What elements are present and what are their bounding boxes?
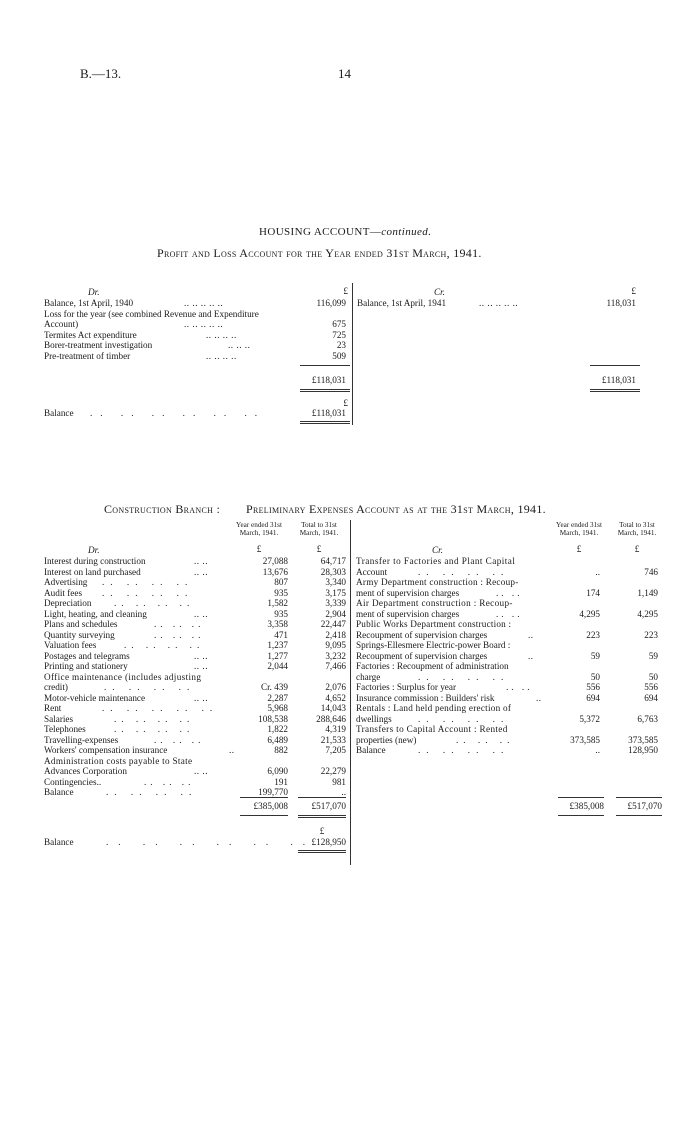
left-total-rule (298, 797, 346, 798)
construction-credit-row (356, 640, 662, 651)
right-total-double-rule (616, 815, 662, 816)
row-label: Termites Act expenditure (44, 329, 137, 340)
housing-right-pound: £ (631, 286, 636, 296)
row-label: Travelling-expenses (44, 734, 119, 745)
row-year: 694 (586, 692, 600, 703)
row-leader: .. .. (194, 566, 208, 577)
row-label: Pre-treatment of timber (44, 350, 131, 361)
row-label: Balance (356, 745, 386, 755)
row-leader: .. .. (194, 661, 208, 671)
construction-debit-row (44, 682, 350, 693)
row-label: Factories : Recoupment of administration (356, 661, 509, 671)
row-total: 21,533 (320, 734, 346, 745)
row-label: Office maintenance (includes adjusting (44, 671, 202, 682)
row-total: 981 (332, 776, 346, 787)
row-total: 22,279 (320, 766, 346, 776)
row-label: Administration costs payable to State (44, 755, 193, 766)
row-leader: .. .. .. (456, 734, 515, 745)
row-label: Telephones (44, 724, 86, 734)
row-year: 556 (586, 682, 600, 692)
construction-debit-row (44, 672, 350, 683)
row-year: 6,090 (267, 766, 288, 776)
left-year-total: £385,008 (253, 801, 288, 811)
construction-debit-row (44, 766, 350, 777)
row-label: Springs-Ellesmere Electric-power Board : (356, 640, 511, 650)
construction-credit-row (356, 724, 662, 735)
row-total: 22,447 (320, 619, 346, 629)
construction-debit-row (44, 619, 350, 630)
row-leader: .. .. (194, 650, 208, 661)
row-year: 1,237 (267, 640, 288, 650)
row-label: Balance (44, 408, 74, 418)
row-leader: .. .. (496, 608, 523, 619)
row-total: 9,095 (325, 640, 346, 650)
construction-balance-row (44, 837, 350, 848)
row-leader: .. .. .. .. .. (102, 703, 219, 713)
housing-account-title (259, 226, 431, 238)
row-year: 13,676 (262, 566, 288, 577)
row-leader: .. .. .. .. (418, 566, 510, 577)
construction-debit-row (44, 567, 350, 578)
row-leader: .. .. .. (228, 340, 251, 350)
construction-credit-row (356, 745, 662, 756)
row-value: 23 (336, 340, 346, 350)
housing-dr-label: Dr. (88, 287, 100, 297)
row-leader: .. .. (506, 682, 533, 692)
row-value: 675 (332, 319, 346, 329)
row-label: dwellings (356, 713, 392, 724)
row-label: Interest on land purchased (44, 566, 141, 577)
housing-debit-row (44, 298, 350, 309)
row-year: 223 (586, 629, 600, 640)
row-label: Postages and telegrams (44, 650, 130, 661)
row-label: Transfers to Capital Account : Rented (356, 724, 508, 734)
row-year: 59 (590, 650, 600, 661)
row-year: 807 (274, 577, 288, 587)
row-total: 2,418 (325, 629, 346, 640)
construction-debit-row (44, 787, 350, 798)
right-year-double-rule (558, 815, 604, 816)
construction-column-divider (350, 520, 351, 865)
row-leader: .. .. (194, 766, 208, 776)
construction-debit-row (44, 640, 350, 651)
construction-credit-row (356, 672, 662, 683)
right-total-rule (616, 797, 662, 798)
housing-left-double-rule (300, 389, 350, 390)
row-leader: .. (528, 629, 534, 640)
left-total-pound: £ (316, 544, 322, 554)
page-number: 14 (338, 66, 351, 81)
balance-rule (298, 850, 346, 851)
row-label: Loss for the year (see combined Revenue and Expenditure (44, 308, 259, 319)
housing-debit-row (44, 330, 350, 341)
preliminary-expenses-title: Preliminary Expenses Account as at the 31st March, 1941. (246, 502, 546, 516)
row-total: 128,950 (628, 745, 658, 755)
row-label: Advertising (44, 577, 88, 587)
row-label: Public Works Department construction : (356, 619, 512, 629)
row-label: Quantity surveying (44, 629, 115, 640)
row-year: 882 (274, 745, 288, 755)
row-leader: .. (536, 692, 542, 703)
left-year-double-rule (240, 815, 288, 816)
row-value: 509 (332, 350, 346, 361)
row-year: .. (595, 566, 600, 577)
row-year: .. (595, 745, 600, 755)
construction-debit-row (44, 577, 350, 588)
construction-debit-row (44, 630, 350, 641)
row-total: 4,652 (325, 692, 346, 703)
row-year: 2,044 (267, 661, 288, 671)
row-label: Insurance commission : Builders' risk (356, 692, 495, 703)
row-total: 3,339 (325, 598, 346, 608)
row-label: Balance, 1st April, 1940 (44, 298, 134, 308)
row-leader: .. .. .. .. (114, 598, 195, 608)
row-total: 7,466 (325, 661, 346, 671)
row-label: Recoupment of supervision charges (356, 629, 488, 640)
row-total: 3,232 (325, 650, 346, 661)
right-year-rule (558, 797, 604, 798)
housing-left-pound: £ (343, 286, 348, 296)
construction-debit-row (44, 714, 350, 725)
row-label: properties (new) (356, 734, 417, 745)
row-label: Army Department construction : Recoup- (356, 577, 519, 587)
housing-balance-rule (300, 421, 350, 422)
row-total: 7,205 (325, 745, 346, 755)
right-total-pound: £ (634, 544, 640, 554)
document-reference: B.—13. (80, 66, 122, 81)
row-leader: .. .. .. (154, 734, 205, 745)
row-label: Motor-vehicle maintenance (44, 692, 146, 703)
construction-credit-rows (356, 556, 662, 756)
row-year: 5,968 (267, 703, 288, 713)
row-label: Air Department construction : Recoup- (356, 598, 513, 608)
housing-debit-row (44, 351, 350, 362)
row-year: Cr. 439 (260, 682, 288, 692)
row-leader: .. .. .. .. .. .. (106, 837, 316, 847)
housing-column-divider (352, 283, 353, 425)
row-leader: .. .. .. .. (206, 329, 237, 340)
construction-debit-row (44, 745, 350, 756)
row-label: Audit fees (44, 587, 83, 598)
row-leader: .. .. .. (154, 629, 205, 640)
housing-credit-row (357, 298, 640, 309)
row-total: 4,319 (325, 724, 346, 734)
row-total: 14,043 (320, 703, 346, 713)
row-year: 191 (274, 776, 288, 787)
row-label: Workers' compensation insurance (44, 745, 168, 755)
construction-credit-row (356, 661, 662, 672)
row-year: 935 (274, 587, 288, 598)
row-leader: .. .. .. .. .. .. (90, 408, 266, 418)
row-leader: .. .. .. .. (102, 577, 194, 587)
row-leader: .. .. (496, 587, 523, 598)
row-label: Factories : Surplus for year (356, 682, 457, 692)
housing-debit-row (44, 340, 350, 351)
row-total: 4,295 (637, 608, 658, 619)
row-label: Transfer to Factories and Plant Capital (356, 556, 516, 566)
row-leader: .. .. .. .. (418, 671, 510, 682)
construction-credit-row (356, 693, 662, 704)
row-year: 50 (590, 671, 600, 682)
row-value: 118,031 (606, 298, 636, 308)
construction-credit-row (356, 556, 662, 567)
row-total: .. (341, 787, 346, 797)
row-label: credit) (44, 682, 68, 692)
left-col-head-year: Year ended 31st March, 1941. (236, 521, 282, 537)
row-year: 1,822 (267, 724, 288, 734)
row-total: 59 (648, 650, 658, 661)
housing-right-double-rule (590, 389, 640, 390)
row-label: Light, heating, and cleaning (44, 608, 147, 619)
construction-credit-row (356, 682, 662, 693)
housing-subtitle: Profit and Loss Account for the Year ended 31st March, 1941. (157, 246, 482, 260)
row-leader: .. .. .. .. .. (479, 298, 519, 308)
row-leader: .. .. .. (154, 619, 205, 629)
construction-cr-label: Cr. (432, 545, 443, 555)
row-total: 2,076 (325, 682, 346, 692)
row-label: Account (356, 566, 388, 577)
construction-credit-row (356, 735, 662, 746)
row-leader: .. (528, 650, 534, 661)
row-leader: .. (229, 745, 235, 755)
row-label: Recoupment of supervision charges (356, 650, 488, 661)
row-year: 1,582 (267, 598, 288, 608)
row-label: Rent (44, 703, 62, 713)
row-label: Account) (44, 319, 79, 329)
row-leader: .. .. (194, 692, 208, 703)
left-grand-total: £517,070 (311, 801, 346, 811)
left-total-double-rule (298, 815, 346, 816)
row-year: 471 (274, 629, 288, 640)
row-year: 4,295 (579, 608, 600, 619)
right-grand-total: £517,070 (627, 801, 662, 811)
construction-debit-row (44, 777, 350, 788)
row-value: 725 (332, 329, 346, 340)
row-total: 64,717 (320, 556, 346, 566)
housing-balance-row (44, 408, 350, 419)
row-year: 174 (586, 587, 600, 598)
construction-debit-row (44, 598, 350, 609)
row-leader: .. .. .. .. (102, 587, 194, 598)
balance-rule-2 (298, 852, 346, 853)
housing-debit-row (44, 319, 350, 330)
construction-credit-row (356, 651, 662, 662)
row-value: £118,031 (311, 408, 346, 418)
housing-title-continued: continued. (381, 226, 432, 238)
housing-balance-rule-2 (300, 423, 350, 424)
row-total: 746 (644, 566, 658, 577)
housing-cr-label: Cr. (434, 287, 445, 297)
construction-credit-row (356, 577, 662, 588)
row-label: Borer-treatment investigation (44, 340, 153, 350)
row-year: 108,538 (258, 713, 288, 724)
row-total: 6,763 (637, 713, 658, 724)
row-year: 199,770 (258, 787, 288, 797)
row-leader: .. .. .. .. .. (184, 319, 224, 329)
housing-credit-rows (357, 298, 640, 309)
row-year: 27,088 (262, 556, 288, 566)
left-year-pound: £ (256, 544, 262, 554)
row-year: 935 (274, 608, 288, 619)
housing-right-double-rule-2 (590, 391, 640, 392)
construction-debit-row (44, 609, 350, 620)
construction-debit-row (44, 651, 350, 662)
row-total: 223 (644, 629, 658, 640)
row-leader: .. .. .. (144, 776, 195, 787)
row-leader: .. .. .. .. (106, 787, 198, 797)
row-total: 556 (644, 682, 658, 692)
construction-debit-row (44, 724, 350, 735)
construction-debit-row (44, 756, 350, 767)
row-label: Rentals : Land held pending erection of (356, 703, 512, 713)
row-total: 373,585 (628, 734, 658, 745)
construction-branch-title: Construction Branch : (104, 502, 221, 516)
left-year-rule (240, 797, 288, 798)
construction-debit-row (44, 556, 350, 567)
housing-left-rule (300, 365, 350, 366)
housing-total-debit: £118,031 (311, 375, 346, 385)
construction-debit-row (44, 693, 350, 704)
row-total: 694 (644, 692, 658, 703)
row-total: 3,175 (325, 587, 346, 598)
row-label: Valuation fees (44, 640, 97, 650)
housing-right-rule (590, 365, 640, 366)
row-leader: .. .. .. .. (114, 713, 195, 724)
construction-credit-row (356, 598, 662, 609)
row-year: 3,358 (267, 619, 288, 629)
row-year: 5,372 (579, 713, 600, 724)
right-col-head-total: Total to 31st March, 1941. (617, 521, 657, 537)
row-label: Salaries (44, 713, 74, 724)
construction-debit-row (44, 735, 350, 746)
balance-pound: £ (319, 826, 325, 836)
construction-credit-row (356, 703, 662, 714)
construction-credit-row (356, 588, 662, 599)
row-value: £128,950 (311, 837, 346, 847)
row-label: charge (356, 671, 381, 682)
construction-credit-row (356, 619, 662, 630)
row-label: Advances Corporation (44, 766, 127, 776)
construction-debit-row (44, 588, 350, 599)
left-col-head-total: Total to 31st March, 1941. (299, 521, 339, 537)
right-year-total: £385,008 (569, 801, 604, 811)
row-year: 2,287 (267, 692, 288, 703)
construction-debit-row (44, 661, 350, 672)
row-year: 1,277 (267, 650, 288, 661)
construction-dr-label: Dr. (88, 545, 100, 555)
row-label: ment of supervision charges (356, 608, 460, 619)
construction-credit-row (356, 714, 662, 725)
row-leader: .. .. .. .. (418, 745, 510, 755)
row-total: 3,340 (325, 577, 346, 587)
row-leader: .. .. .. .. (206, 350, 237, 361)
row-year: 373,585 (570, 734, 600, 745)
row-label: Balance (44, 787, 74, 797)
row-total: 28,303 (320, 566, 346, 577)
row-total: 2,904 (325, 608, 346, 619)
right-col-head-year: Year ended 31st March, 1941. (556, 521, 602, 537)
housing-title-text: HOUSING ACCOUNT— (259, 226, 382, 238)
row-label: Balance, 1st April, 1941 (357, 298, 447, 308)
row-label: ment of supervision charges (356, 587, 460, 598)
construction-credit-row (356, 567, 662, 578)
row-label: Contingencies.. (44, 776, 102, 787)
row-leader: .. .. (194, 556, 208, 566)
row-leader: .. .. .. .. (104, 682, 196, 692)
housing-debit-row (44, 309, 350, 320)
construction-credit-row (356, 630, 662, 641)
row-value: 116,099 (316, 298, 346, 308)
left-total-double-rule-2 (298, 817, 346, 818)
construction-debit-rows (44, 556, 350, 798)
right-year-pound: £ (576, 544, 582, 554)
row-leader: .. .. .. .. (418, 713, 510, 724)
row-label: Balance (44, 837, 74, 847)
row-year: 6,489 (267, 734, 288, 745)
row-label: Interest during construction (44, 556, 146, 566)
row-leader: .. .. .. .. (114, 724, 195, 734)
row-label: Plans and schedules (44, 619, 118, 629)
row-label: Printing and stationery (44, 661, 128, 671)
row-total: 288,646 (316, 713, 346, 724)
row-total: 50 (648, 671, 658, 682)
row-leader: .. .. .. .. (124, 640, 205, 650)
row-total: 1,149 (637, 587, 658, 598)
housing-total-credit: £118,031 (601, 375, 636, 385)
housing-left-double-rule-2 (300, 391, 350, 392)
row-leader: .. .. .. .. .. (184, 298, 224, 308)
housing-balance-pound: £ (343, 398, 348, 408)
row-label: Depreciation (44, 598, 92, 608)
row-leader: .. .. (194, 608, 208, 619)
housing-debit-rows (44, 298, 350, 361)
construction-credit-row (356, 609, 662, 620)
construction-debit-row (44, 703, 350, 714)
